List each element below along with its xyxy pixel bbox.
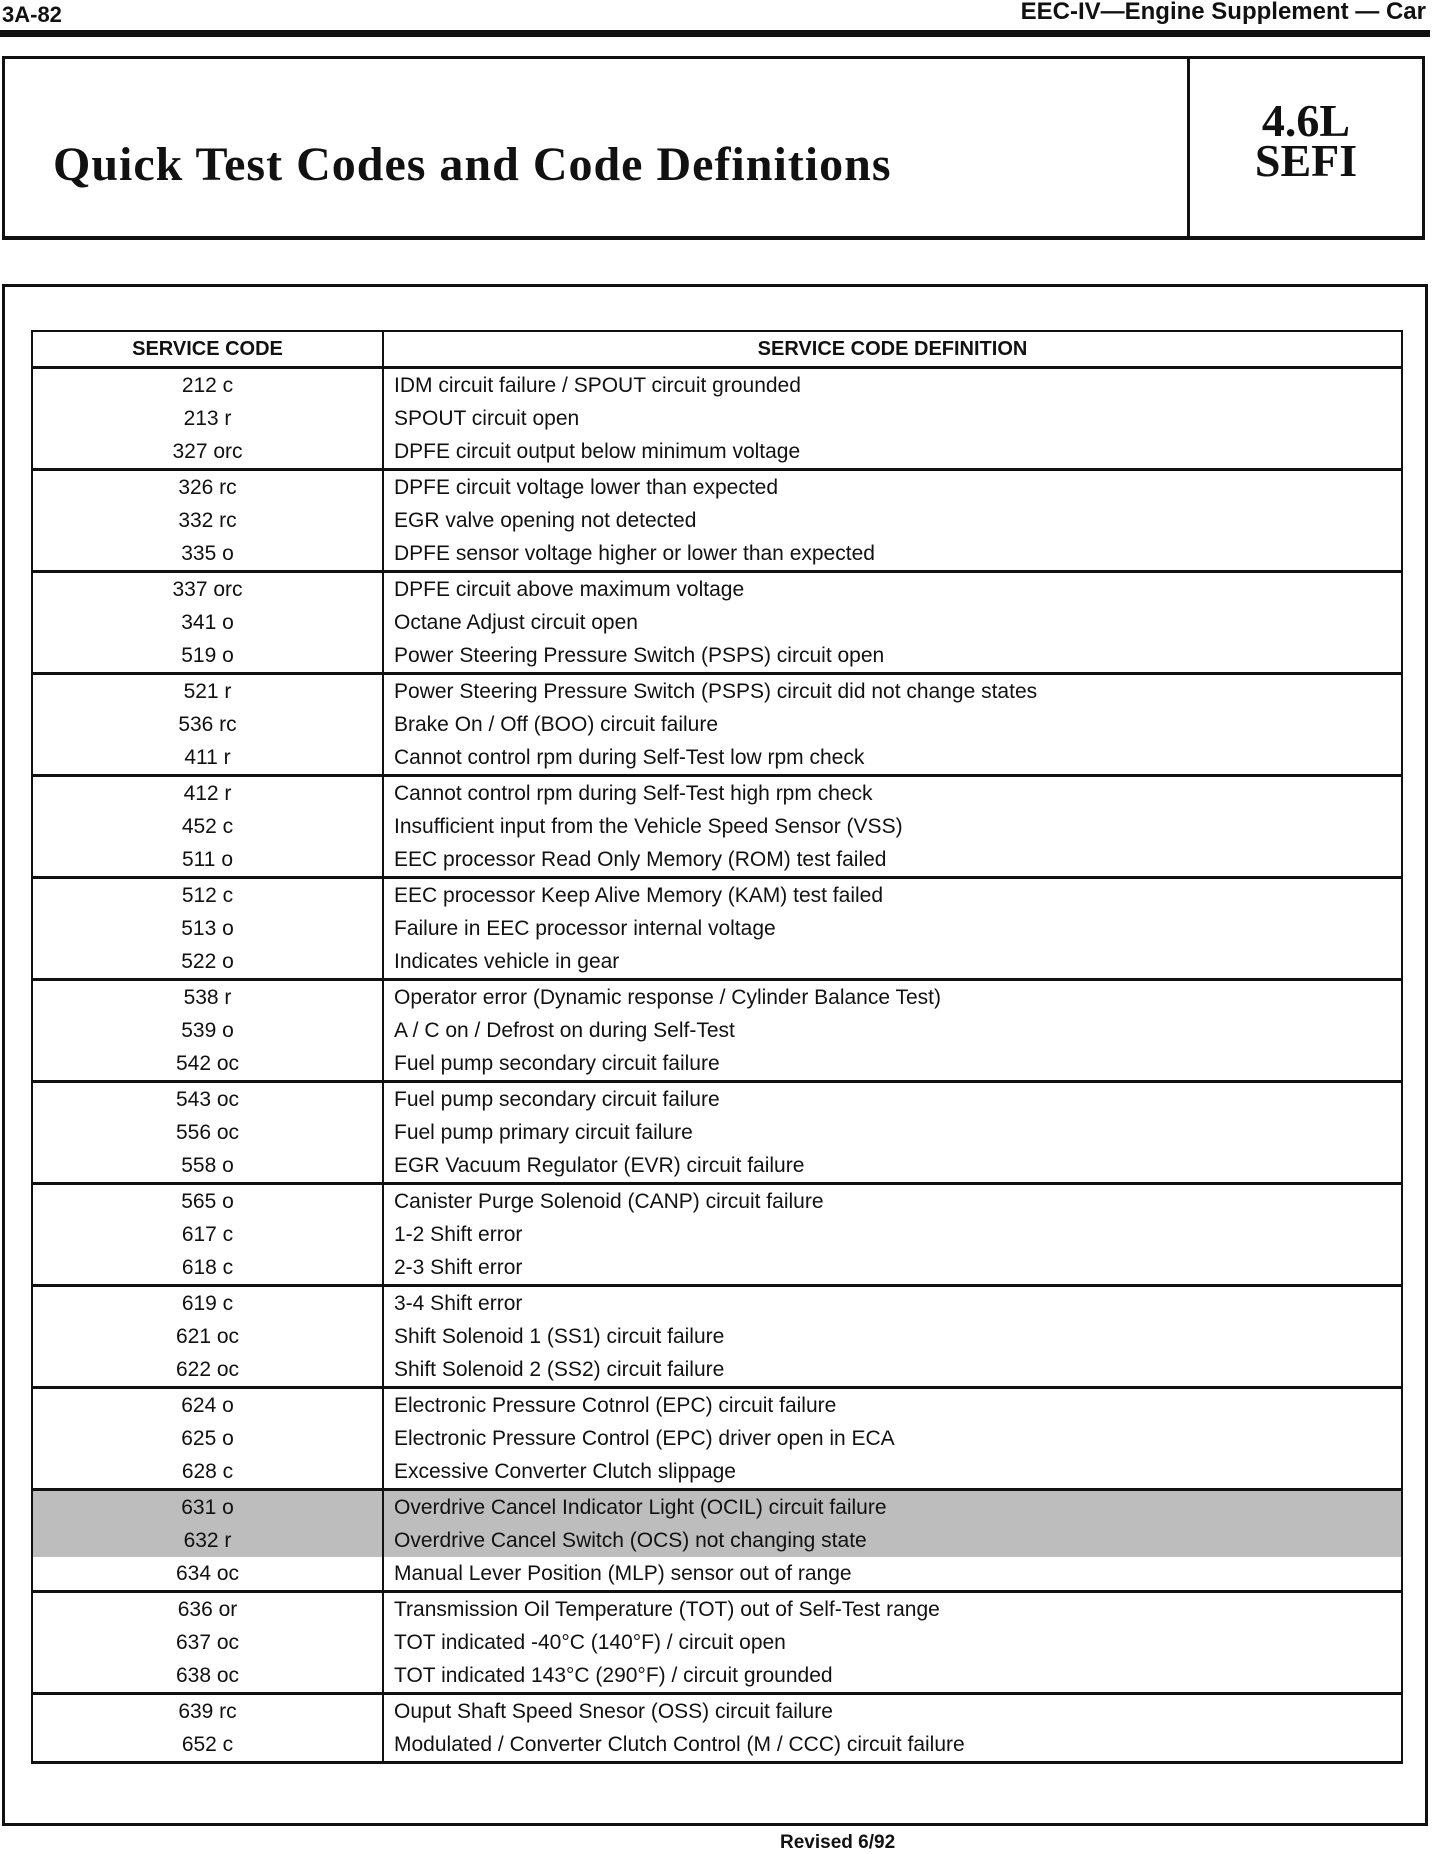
table-body [32,368,1402,1763]
service-code-cell: 332 rc [32,504,383,537]
table-row [32,1728,1402,1763]
service-code-cell: 638 oc [32,1659,383,1694]
definition-cell: Cannot control rpm during Self-Test high rpm check [383,776,1402,811]
service-code-cell: 522 o [32,945,383,980]
definition-cell: Electronic Pressure Control (EPC) driver open in ECA [383,1422,1402,1455]
definition-cell: Modulated / Converter Clutch Control (M / CCC) circuit failure [383,1728,1402,1763]
service-code-cell: 341 o [32,606,383,639]
definition-cell: TOT indicated -40°C (140°F) / circuit open [383,1626,1402,1659]
service-code-cell: 411 r [32,741,383,776]
service-code-cell: 565 o [32,1184,383,1219]
definition-cell: DPFE circuit output below minimum voltage [383,435,1402,470]
table-row [32,1082,1402,1117]
service-code-cell: 412 r [32,776,383,811]
definition-cell: 2-3 Shift error [383,1251,1402,1286]
service-code-cell: 536 rc [32,708,383,741]
definition-cell: Fuel pump secondary circuit failure [383,1082,1402,1117]
table-row [32,776,1402,811]
definition-cell: 3-4 Shift error [383,1286,1402,1321]
definition-cell: TOT indicated 143°C (290°F) / circuit grounded [383,1659,1402,1694]
service-code-cell: 622 oc [32,1353,383,1388]
table-row [32,1490,1402,1525]
column-header-definition: SERVICE CODE DEFINITION [383,331,1402,368]
service-code-cell: 631 o [32,1490,383,1525]
table-row [32,470,1402,505]
revision-footer: Revised 6/92 [780,1832,896,1853]
service-code-table [31,330,1403,1764]
definition-cell: Fuel pump secondary circuit failure [383,1047,1402,1082]
service-code-cell: 327 orc [32,435,383,470]
service-code-cell: 326 rc [32,470,383,505]
page-number: 3A-82 [2,2,62,27]
definition-cell: Excessive Converter Clutch slippage [383,1455,1402,1490]
definition-cell: Octane Adjust circuit open [383,606,1402,639]
table-row [32,1524,1402,1557]
service-code-cell: 558 o [32,1149,383,1184]
definition-cell: Electronic Pressure Cotnrol (EPC) circuit failure [383,1388,1402,1423]
service-code-cell: 617 c [32,1218,383,1251]
definition-cell: 1-2 Shift error [383,1218,1402,1251]
definition-cell: DPFE circuit above maximum voltage [383,572,1402,607]
service-code-cell: 521 r [32,674,383,709]
service-code-cell: 212 c [32,368,383,403]
running-header: EEC-IV—Engine Supplement — Car [1020,0,1426,25]
table-row [32,1455,1402,1490]
engine-label [1190,95,1422,186]
definition-cell: Brake On / Off (BOO) circuit failure [383,708,1402,741]
service-code-cell: 621 oc [32,1320,383,1353]
table-row [32,741,1402,776]
definition-cell: EEC processor Keep Alive Memory (KAM) test failed [383,878,1402,913]
table-row [32,1286,1402,1321]
table-row [32,843,1402,878]
table-row [32,1626,1402,1659]
service-code-cell: 213 r [32,402,383,435]
service-code-cell: 624 o [32,1388,383,1423]
table-row [32,912,1402,945]
service-code-cell: 618 c [32,1251,383,1286]
table-row [32,1149,1402,1184]
table-row [32,1694,1402,1729]
service-code-cell: 542 oc [32,1047,383,1082]
engine-type: SEFI [1254,135,1358,186]
service-code-cell: 512 c [32,878,383,913]
table-row [32,1014,1402,1047]
table-row [32,1557,1402,1592]
service-code-cell: 519 o [32,639,383,674]
table-row [32,878,1402,913]
table-row [32,980,1402,1015]
column-header-service-code: SERVICE CODE [32,331,383,368]
table-row [32,708,1402,741]
service-code-cell: 543 oc [32,1082,383,1117]
service-code-cell: 639 rc [32,1694,383,1729]
service-code-cell: 634 oc [32,1557,383,1592]
definition-cell: SPOUT circuit open [383,402,1402,435]
table-row [32,368,1402,403]
definition-cell: Canister Purge Solenoid (CANP) circuit failure [383,1184,1402,1219]
service-code-cell: 619 c [32,1286,383,1321]
definition-cell: EEC processor Read Only Memory (ROM) test failed [383,843,1402,878]
definition-cell: Failure in EEC processor internal voltage [383,912,1402,945]
table-row [32,1218,1402,1251]
page-title: Quick Test Codes and Code Definitions [53,138,892,191]
definition-cell: Power Steering Pressure Switch (PSPS) circuit did not change states [383,674,1402,709]
definition-cell: EGR valve opening not detected [383,504,1402,537]
service-code-cell: 513 o [32,912,383,945]
definition-cell: Shift Solenoid 1 (SS1) circuit failure [383,1320,1402,1353]
title-box [2,56,1425,240]
service-code-cell: 452 c [32,810,383,843]
service-code-cell: 556 oc [32,1116,383,1149]
service-code-cell: 511 o [32,843,383,878]
definition-cell: DPFE sensor voltage higher or lower than expected [383,537,1402,572]
service-code-cell: 337 orc [32,572,383,607]
table-row [32,639,1402,674]
table-row [32,1047,1402,1082]
header-rule [0,30,1430,37]
table-row [32,402,1402,435]
definition-cell: DPFE circuit voltage lower than expected [383,470,1402,505]
table-row [32,810,1402,843]
service-code-cell: 652 c [32,1728,383,1763]
table-row [32,1659,1402,1694]
table-row [32,674,1402,709]
table-row [32,572,1402,607]
definition-cell: Fuel pump primary circuit failure [383,1116,1402,1149]
table-row [32,1251,1402,1286]
definition-cell: Manual Lever Position (MLP) sensor out of range [383,1557,1402,1592]
definition-cell: Power Steering Pressure Switch (PSPS) circuit open [383,639,1402,674]
engine-displacement: 4.6L [1261,95,1351,146]
table-row [32,945,1402,980]
definition-cell: Transmission Oil Temperature (TOT) out of Self-Test range [383,1592,1402,1627]
table-row [32,1116,1402,1149]
table-row [32,1353,1402,1388]
definition-cell: IDM circuit failure / SPOUT circuit grounded [383,368,1402,403]
table-row [32,1184,1402,1219]
table-row [32,1388,1402,1423]
definition-cell: Ouput Shaft Speed Snesor (OSS) circuit failure [383,1694,1402,1729]
service-code-cell: 538 r [32,980,383,1015]
table-row [32,1592,1402,1627]
service-code-cell: 636 or [32,1592,383,1627]
table-row [32,435,1402,470]
definition-cell: Insufficient input from the Vehicle Speed Sensor (VSS) [383,810,1402,843]
service-code-cell: 335 o [32,537,383,572]
service-code-cell: 539 o [32,1014,383,1047]
definition-cell: EGR Vacuum Regulator (EVR) circuit failure [383,1149,1402,1184]
service-code-cell: 625 o [32,1422,383,1455]
table-header-row [32,331,1402,368]
service-code-cell: 637 oc [32,1626,383,1659]
definition-cell: Operator error (Dynamic response / Cylinder Balance Test) [383,980,1402,1015]
table-row [32,1320,1402,1353]
table-row [32,504,1402,537]
table-row [32,1422,1402,1455]
definition-cell: Cannot control rpm during Self-Test low rpm check [383,741,1402,776]
definition-cell: Shift Solenoid 2 (SS2) circuit failure [383,1353,1402,1388]
table-row [32,537,1402,572]
table-row [32,606,1402,639]
definition-cell: A / C on / Defrost on during Self-Test [383,1014,1402,1047]
definition-cell: Overdrive Cancel Indicator Light (OCIL) circuit failure [383,1490,1402,1525]
service-code-cell: 632 r [32,1524,383,1557]
definition-cell: Overdrive Cancel Switch (OCS) not changing state [383,1524,1402,1557]
definition-cell: Indicates vehicle in gear [383,945,1402,980]
service-code-cell: 628 c [32,1455,383,1490]
